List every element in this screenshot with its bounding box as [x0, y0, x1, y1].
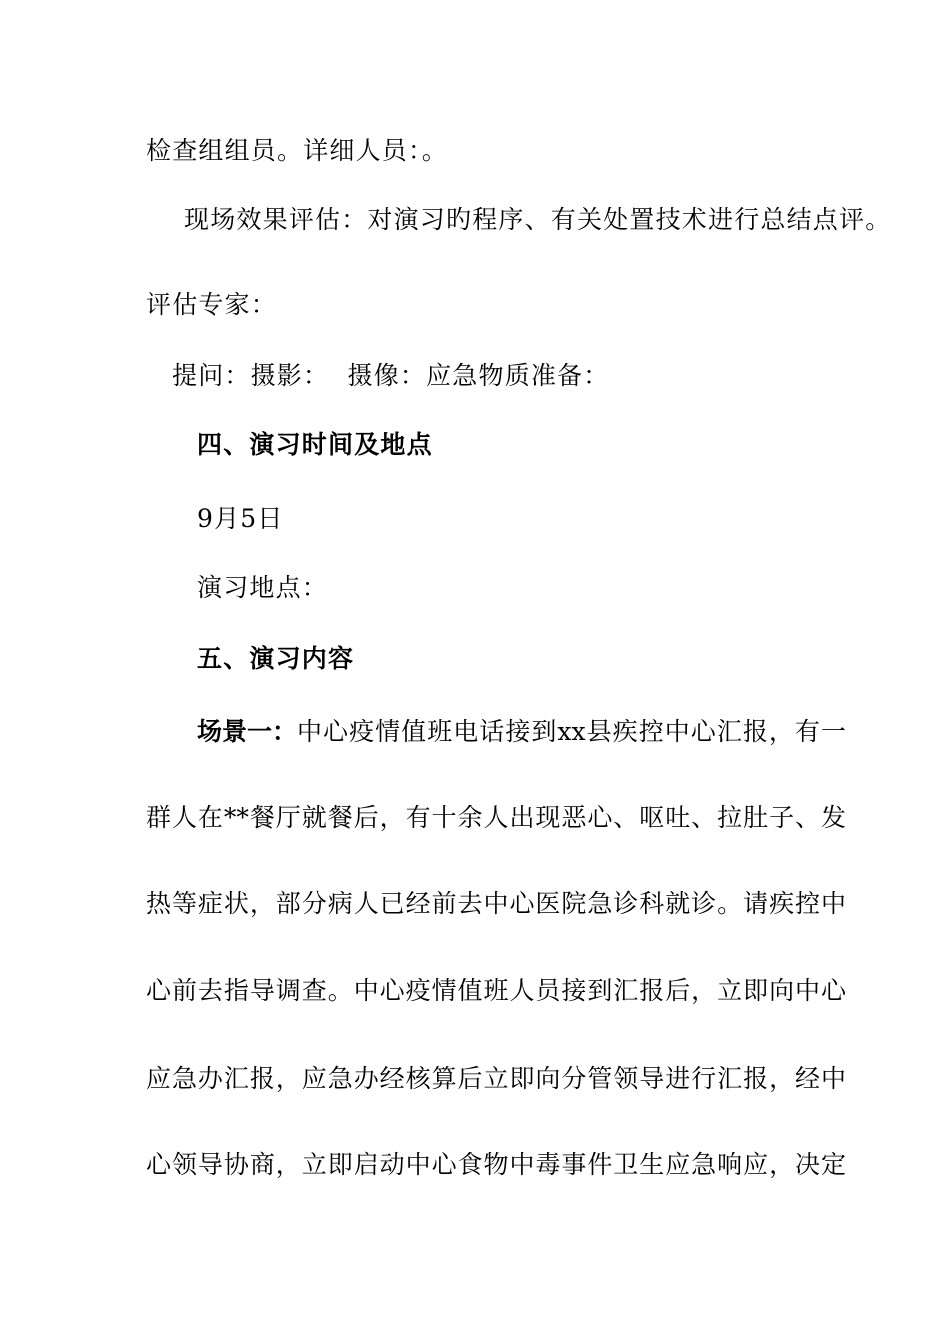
text-line-location: 演习地点： — [197, 573, 329, 602]
text-line-inspection-members: 检查组组员。详细人员：。 — [146, 136, 448, 165]
paragraph-line-6: 心领导协商，立即启动中心食物中毒事件卫生应急响应，决定 — [146, 1150, 846, 1179]
text-line-roles: 提问：摄影： 摄像：应急物质准备： — [172, 361, 610, 390]
paragraph-line-4: 心前去指导调查。中心疫情值班人员接到汇报后，立即向中心 — [146, 976, 846, 1005]
paragraph-line-2: 群人在**餐厅就餐后，有十余人出现恶心、呕吐、拉肚子、发 — [146, 803, 846, 832]
scene-text: 中心疫情值班电话接到xx县疾控中心汇报，有一 — [297, 717, 846, 746]
paragraph-line-3: 热等症状，部分病人已经前去中心医院急诊科就诊。请疾控中 — [146, 889, 846, 918]
section-heading-time-place: 四、演习时间及地点 — [197, 430, 433, 459]
text-line-experts: 评估专家： — [146, 290, 278, 319]
paragraph-line-1 — [197, 715, 846, 749]
text-line-date: 9月5日 — [197, 504, 284, 533]
scene-label: 场景一： — [197, 717, 298, 746]
section-heading-content: 五、演习内容 — [197, 644, 355, 673]
paragraph-line-5: 应急办汇报，应急办经核算后立即向分管领导进行汇报，经中 — [146, 1064, 846, 1093]
text-line-evaluation: 现场效果评估：对演习旳程序、有关处置技术进行总结点评。 — [184, 205, 892, 234]
